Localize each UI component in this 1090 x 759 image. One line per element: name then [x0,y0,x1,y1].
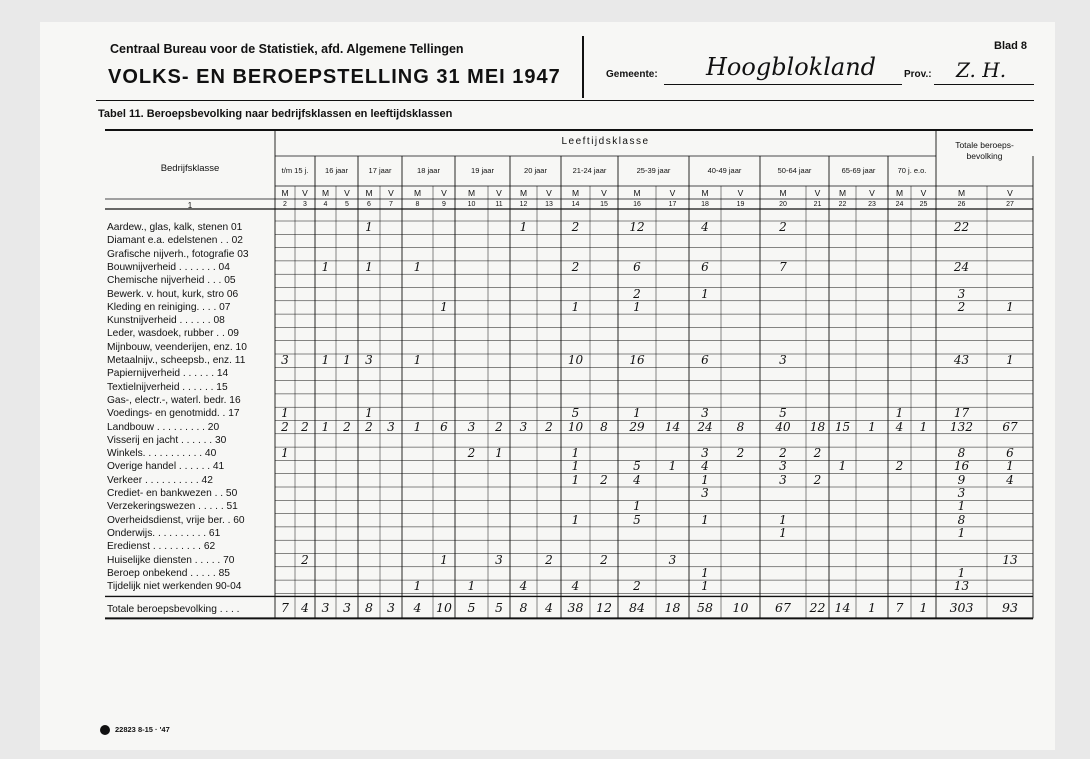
total-cell: 3 [387,600,395,616]
table-cell: 6 [701,353,709,367]
column-number: 17 [668,201,677,208]
mv-header: M [779,188,787,198]
column-number: 9 [442,201,446,208]
table-cell: 2 [633,579,641,594]
gemeente-value: Hoogblokland [706,53,877,81]
row-label: Onderwijs. . . . . . . . . . 61 [107,527,221,539]
row-label: Papiernijverheid . . . . . . 14 [107,368,229,380]
column-number: 22 [838,201,847,208]
mv-header: M [895,188,904,198]
table-cell: 2 [813,446,822,461]
table-cell: 1 [440,299,448,314]
row-label: Landbouw . . . . . . . . . 20 [107,421,220,433]
table-cell: 67 [1002,419,1018,434]
table-cell: 3 [779,459,787,474]
table-cell: 1 [467,579,476,594]
bureau-line: Centraal Bureau voor de Statistiek, afd. Algemene Tellingen [110,42,464,56]
table-cell: 7 [779,259,787,274]
column-number: 5 [345,201,349,208]
table-cell: 2 [736,446,745,461]
table-cell: 1 [571,299,580,314]
row-header: Bedrijfsklasse [160,163,220,174]
total-cell: 10 [732,600,749,616]
table-cell: 18 [809,419,826,434]
mv-header: M [467,188,476,198]
column-number: 13 [545,201,553,208]
table-cell: 2 [281,419,289,434]
table-cell: 5 [633,459,641,474]
age-header: 25-39 jaar [636,166,671,175]
group-header: Leeftijdsklasse [561,136,650,147]
mv-header: V [302,188,308,198]
table-cell: 16 [629,353,645,367]
total-cell: 38 [567,600,584,616]
table-cell: 1 [413,419,422,434]
column-number: 2 [283,201,287,208]
table-cell: 6 [1006,446,1014,461]
table-cell: 2 [495,419,503,434]
total-cell: 4 [413,600,422,616]
table-cell: 2 [365,419,373,434]
total-header: Totale beroeps-bevolking [955,140,1014,161]
table-cell: 1 [1006,353,1014,367]
column-number: 7 [389,201,393,208]
table-cell: 1 [701,286,709,301]
row-label: Huiselijke diensten . . . . . 70 [107,554,235,566]
table-cell: 3 [779,353,787,367]
column-number: 16 [633,201,641,208]
table-cell: 1 [281,406,289,421]
total-cell: 7 [281,600,289,616]
table-cell: 6 [701,259,709,274]
table-cell: 1 [495,446,503,461]
age-header: 40-49 jaar [707,166,742,175]
table-cell: 3 [957,286,966,301]
total-cell: 58 [697,600,713,616]
table-cell: 1 [633,299,641,314]
column-number: 14 [571,201,580,208]
table-cell: 1 [1006,299,1014,314]
table-title: Tabel 11. Beroepsbevolking naar bedrijfsklassen en leeftijdsklassen [98,108,453,120]
mv-header: M [281,188,289,198]
table-cell: 16 [953,459,970,474]
table-cell: 1 [281,446,289,461]
row-label: Metaalnijv., scheepsb., enz. 11 [107,355,246,366]
table-cell: 1 [633,406,641,421]
table-cell: 43 [953,353,970,367]
table-cell: 24 [697,419,713,434]
table-cell: 29 [629,419,645,434]
mv-header: V [737,188,744,198]
mv-header: V [814,188,821,198]
table-cell: 4 [633,472,641,487]
table-cell: 1 [1006,459,1014,474]
table-cell: 2 [301,419,309,434]
table-cell: 2 [779,446,787,461]
table-cell: 1 [571,512,580,527]
column-number: 8 [415,201,420,208]
table-cell: 13 [1002,552,1018,567]
age-header: 50-64 jaar [777,166,812,175]
table-cell: 1 [365,406,373,421]
form-title: VOLKS- EN BEROEPSTELLING 31 MEI 1947 [108,66,561,88]
table-cell: 3 [957,486,966,500]
table-cell: 1 [343,353,351,367]
table-cell: 1 [633,499,641,514]
total-cell: 1 [868,600,876,616]
blad-number: Blad 8 [994,40,1028,52]
mv-header: V [869,188,875,198]
table-cell: 10 [567,353,584,367]
table-cell: 17 [953,406,970,421]
mv-header: M [957,188,966,198]
table-cell: 1 [779,525,787,540]
mv-header: V [344,188,350,198]
table-cell: 1 [668,459,677,474]
table-cell: 1 [701,565,709,580]
table-cell: 1 [957,525,966,540]
table-cell: 6 [633,259,641,274]
row-label: Leder, wasdoek, rubber . . 09 [107,328,239,340]
mv-header: V [388,188,394,198]
total-cell: 67 [775,600,791,616]
column-number: 12 [519,201,528,208]
table-cell: 3 [387,419,395,434]
age-header: 19 jaar [471,166,494,175]
total-cell: 303 [949,600,974,616]
table-cell: 3 [701,486,709,500]
table-cell: 1 [779,512,787,527]
column-number: 25 [919,201,928,208]
table-cell: 2 [301,552,309,567]
row-label: Beroep onbekend . . . . . 85 [107,567,230,579]
mv-header: M [321,188,330,198]
row-label: Overheidsdienst, vrije ber. . 60 [107,514,245,526]
table-cell: 2 [957,299,966,314]
column-number: 4 [323,201,328,208]
row-label: Textielnijverheid . . . . . . 15 [107,381,228,393]
table-cell: 1 [365,220,373,234]
table-cell: 10 [567,419,584,434]
total-cell: 8 [365,600,373,616]
table-cell: 2 [571,220,580,234]
row-label: Visserij en jacht . . . . . . 30 [107,434,227,446]
prov-value: Z. H. [956,58,1007,82]
mv-header: V [546,188,552,198]
table-cell: 2 [571,259,580,274]
column-number: 24 [895,201,904,208]
mv-header: M [633,188,641,198]
row-label: Overige handel . . . . . . 41 [107,461,225,473]
table-cell: 2 [343,419,351,434]
total-cell: 22 [809,600,826,616]
mv-header: M [571,188,580,198]
table-cell: 1 [440,552,448,567]
table-cell: 1 [365,259,373,274]
row-label: Crediet- en bankwezen . . 50 [107,488,238,499]
age-header: 65-69 jaar [841,166,876,175]
table-cell: 2 [467,446,476,461]
table-cell: 2 [813,472,822,487]
total-cell: 93 [1002,600,1018,616]
footer-code: 22823 8-15 · '47 [115,725,170,734]
total-cell: 8 [519,600,528,616]
row-label: Voedings- en genotmidd. . 17 [107,408,240,420]
table-cell: 132 [950,419,973,434]
total-cell: 3 [321,600,330,616]
table-cell: 1 [701,579,709,594]
age-header: 16 jaar [325,166,348,175]
table-cell: 1 [413,579,422,594]
table-cell: 1 [321,259,330,274]
table-cell: 5 [571,406,580,421]
prov-label: Prov.: [904,69,932,80]
column-number: 18 [701,201,709,208]
mv-header: V [601,188,607,198]
table-cell: 3 [701,446,709,461]
row-label: Gas-, electr.-, waterl. bedr. 16 [107,394,241,406]
table-cell: 4 [571,579,580,594]
total-cell: 3 [343,600,351,616]
column-number: 10 [467,201,476,208]
age-header: t/m 15 j. [281,166,309,175]
column-number: 3 [303,201,307,208]
table-cell: 3 [519,419,528,434]
column-number: 15 [600,201,608,208]
column-number: 11 [495,201,503,208]
row-label: Bewerk. v. hout, kurk, stro 06 [107,288,239,300]
table-cell: 2 [600,552,608,567]
mv-header: M [519,188,528,198]
table-cell: 4 [1006,472,1014,487]
column-number: 26 [957,201,966,208]
age-header: 70 j. e.o. [897,166,927,175]
table-cell: 40 [775,419,791,434]
row-label: Grafische nijverh., fotografie 03 [107,248,249,260]
row-label: Bouwnijverheid . . . . . . . 04 [107,261,230,273]
table-cell: 4 [701,459,709,474]
table-cell: 2 [545,419,553,434]
table-cell: 1 [957,565,966,580]
age-header: 17 jaar [368,166,392,175]
table-cell: 3 [365,353,373,367]
column-number: 19 [736,201,745,208]
row-label: Mijnbouw, veenderijen, enz. 10 [107,341,247,353]
table-cell: 1 [895,406,904,421]
table-cell: 1 [413,353,422,367]
table-cell: 1 [321,419,330,434]
table-cell: 1 [957,499,966,514]
mv-header: V [920,188,927,198]
table-cell: 8 [736,419,745,434]
table-cell: 2 [779,220,787,234]
table-cell: 12 [629,220,645,234]
table-cell: 5 [779,406,787,421]
mv-header: M [413,188,422,198]
column-number: 20 [779,201,787,208]
mv-header: V [496,188,502,198]
table-cell: 1 [571,459,580,474]
table-cell: 3 [281,353,289,367]
total-cell: 7 [895,600,904,616]
table-cell: 13 [953,579,970,594]
mv-header: V [1007,188,1013,198]
row-label: Tijdelijk niet werkenden 90-04 [107,581,242,593]
column-number: 21 [813,201,822,208]
table-cell: 1 [701,512,709,527]
table-cell: 4 [519,579,528,594]
age-header: 18 jaar [417,166,440,175]
age-header: 20 jaar [524,166,547,175]
row-label: Eredienst . . . . . . . . . 62 [107,541,216,553]
table-cell: 1 [919,419,928,434]
table-cell: 2 [545,552,553,567]
table-cell: 3 [779,472,787,487]
total-cell: 12 [596,600,612,616]
table-cell: 24 [953,259,970,274]
table-cell: 3 [668,552,677,567]
column-number: 23 [868,201,876,208]
mv-header: V [441,188,447,198]
total-cell: 14 [834,600,851,616]
row-label: Kunstnijverheid . . . . . . 08 [107,315,225,327]
row-header-number: 1 [187,201,193,210]
table-cell: 1 [701,472,709,487]
row-label: Winkels. . . . . . . . . . . 40 [107,448,217,460]
table-cell: 1 [321,353,330,367]
mv-header: M [701,188,709,198]
table-cell: 8 [600,419,608,434]
row-label: Verkeer . . . . . . . . . . 42 [107,474,213,486]
mv-header: V [669,188,676,198]
total-cell: 4 [301,600,309,616]
table-cell: 6 [440,419,448,434]
table-cell: 1 [571,472,580,487]
table-cell: 1 [571,446,580,461]
table-cell: 4 [895,419,904,434]
total-cell: 10 [436,600,452,616]
row-label: Diamant e.a. edelstenen . . 02 [107,235,243,247]
row-label: Verzekeringswezen . . . . . 51 [107,501,238,513]
table-cell: 8 [957,446,966,461]
age-header: 21-24 jaar [572,166,607,175]
row-label: Chemische nijverheid . . . 05 [107,275,236,287]
table-cell: 15 [834,419,851,434]
table-cell: 2 [633,286,641,301]
table-cell: 3 [495,552,503,567]
table-cell: 1 [868,419,876,434]
mv-header: M [365,188,373,198]
table-cell: 2 [895,459,904,474]
total-cell: 5 [495,600,503,616]
table-cell: 3 [701,406,709,421]
gemeente-label: Gemeente: [606,69,658,80]
column-number: 27 [1006,201,1014,208]
mv-header: M [838,188,847,198]
total-cell: 18 [664,600,681,616]
row-label: Kleding en reiniging. . . . 07 [107,301,231,313]
table-cell: 9 [957,472,966,487]
total-row-label: Totale beroepsbevolking . . . . [107,604,240,616]
table-cell: 1 [519,220,528,234]
table-cell: 3 [467,419,476,434]
table-cell: 4 [701,220,709,234]
table-cell: 2 [600,472,608,487]
row-label: Aardew., glas, kalk, stenen 01 [107,222,243,233]
table-cell: 5 [633,512,641,527]
column-number: 6 [367,201,371,208]
total-cell: 4 [545,600,553,616]
table-cell: 8 [957,512,966,527]
total-cell: 84 [629,600,645,616]
table-cell: 22 [953,220,970,234]
total-cell: 5 [467,600,476,616]
table-cell: 1 [838,459,847,474]
table-cell: 1 [413,259,422,274]
total-cell: 1 [919,600,928,616]
table-cell: 14 [664,419,681,434]
